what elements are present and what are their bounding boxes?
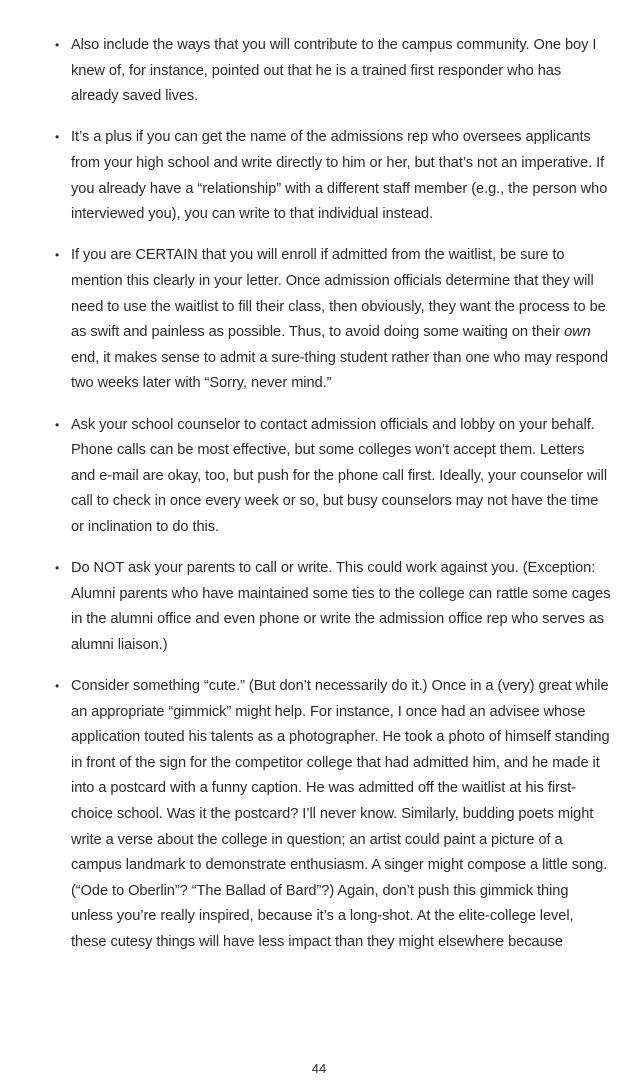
bullet-text: Do NOT ask your parents to call or write. This could work against you. (Exception: Alumni parents who have maintained some ties to the college can rattle some cages in the alumni office and even phone or write the admission office rep who serves as alumni liaison.) bbox=[71, 560, 611, 653]
bullet-text: Also include the ways that you will contribute to the campus community. One boy I knew of, for instance, pointed out that he is a trained first responder who has already saved lives. bbox=[71, 37, 597, 105]
bullet-item bbox=[52, 413, 612, 541]
bullet-item bbox=[52, 125, 612, 227]
page-number: 44 bbox=[311, 1061, 327, 1076]
bullet-text: It’s a plus if you can get the name of the admissions rep who oversees applicants from your high school and write directly to him or her, but that’s not an imperative. If you already have a “relationship” with a different staff member (e.g., the person who interviewed you), you can write to that individual instead. bbox=[71, 129, 608, 223]
bullet-dot: • bbox=[55, 130, 60, 145]
emphasized-text: own bbox=[564, 324, 591, 341]
bullet-dot: • bbox=[55, 417, 60, 432]
bullet-text: If you are CERTAIN that you will enroll if admitted from the waitlist, be sure to mention this clearly in your letter. Once admission officials determine that they will need to use the waitlist to fill their class, then obviously, they want the process to be as swift and painless as possible. Thus, to avoid doing some waiting on their bbox=[71, 247, 606, 341]
bullet-item bbox=[52, 33, 612, 110]
bullet-item bbox=[52, 674, 612, 956]
advice-bullet-list bbox=[52, 33, 612, 971]
bullet-text: Ask your school counselor to contact admission officials and lobby on your behalf. Phone calls can be most effective, but some colleges won’t accept them. Letters and e-mail are okay, too, but push for the phone call first. Ideally, your counselor will call to check in once every week or so, but busy counselors may not have the time or inclination to do this. bbox=[71, 416, 608, 535]
bullet-dot: • bbox=[55, 679, 60, 694]
bullet-text: end, it makes sense to admit a sure-thing student rather than one who may respond two weeks later with “Sorry, never mind.” bbox=[71, 349, 609, 392]
bullet-item bbox=[52, 243, 612, 397]
bullet-text: Consider something “cute.” (But don’t necessarily do it.) Once in a (very) great while an appropriate “gimmick” might help. For instance, I once had an advisee whose application touted his talents as a photographer. He took a photo of himself standing in front of the sign for the competitor college that had admitted him, and he made it into a postcard with a funny caption. He was admitted off the waitlist at his first-choice school. Was it the postcard? I’ll never know. Similarly, budding poets might write a verse about the college in question; an artist could paint a picture of a campus landmark to demonstrate enthusiasm. A singer might compose a little song. (“Ode to Oberlin”? “The Ballad of Bard”?) Again, don’t push this gimmick thing unless you’re really inspired, because it’s a long-shot. At the elite-college level, these cutesy things will have less impact than they might elsewhere because bbox=[71, 678, 610, 950]
bullet-dot: • bbox=[55, 561, 60, 576]
bullet-item bbox=[52, 556, 612, 658]
bullet-dot: • bbox=[55, 248, 60, 263]
bullet-dot: • bbox=[55, 38, 60, 52]
